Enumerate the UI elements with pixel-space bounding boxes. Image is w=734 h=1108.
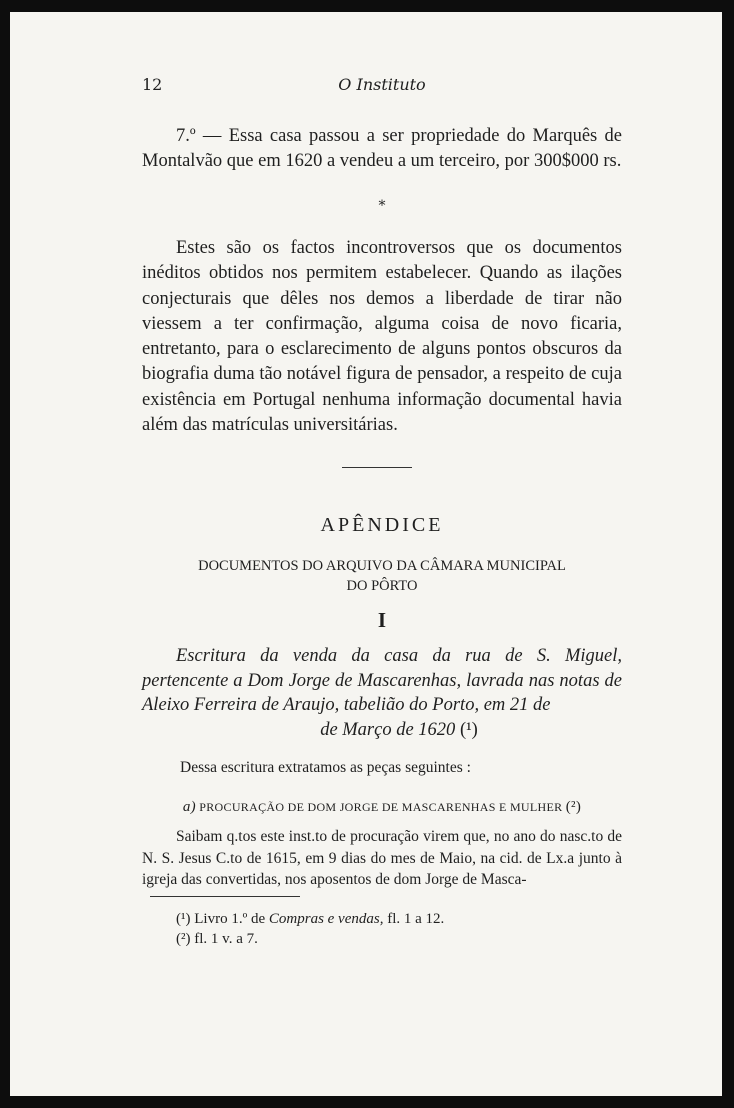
divider-rule xyxy=(342,467,412,468)
appendix-subheading xyxy=(142,556,622,596)
paragraph-facts: Estes são os factos incontroversos que os documentos inéditos obtidos nos permitem estabelecer. Quando as ilações conjecturais que dêles nos demos a liberdade de tirar não viessem a ter confirmação, alguma coisa de novo ficaria, entretanto, para o esclarecimento de alguns pontos obscuros da biografia duma tão notável figura de pensador, a respeito de cuja existência em Portugal nenhuma informação documental havia além das matrículas universitárias. xyxy=(142,238,622,436)
footnote-1-text-after: fl. 1 a 12. xyxy=(387,911,445,927)
paragraph-7: 7.º — Essa casa passou a ser propriedade do Marquês de Montalvão que em 1620 a vendeu a um terceiro, por 300$000 rs. xyxy=(142,126,622,172)
item-heading xyxy=(142,799,622,816)
journal-title: O Instituto xyxy=(338,75,426,94)
footnote-2 xyxy=(176,931,258,948)
deed-title-note-ref: (¹) xyxy=(459,719,478,740)
deed-title-last-line xyxy=(142,718,622,743)
page-number: 12 xyxy=(142,75,163,94)
footnote-1-text-before: Livro 1.º de xyxy=(194,911,266,927)
footnote-1-text-italic: Compras e vendas, xyxy=(268,911,384,927)
footnote-1-mark: (¹) xyxy=(176,911,191,927)
deed-title xyxy=(142,644,622,742)
document-page xyxy=(10,12,722,1096)
section-separator: * xyxy=(378,198,386,214)
footnote-1 xyxy=(176,911,444,928)
item-title: PROCURAÇÃO DE DOM JORGE DE MASCARENHAS E MULHER xyxy=(199,800,563,814)
item-letter: a) xyxy=(182,799,196,815)
subheading-line-1: DOCUMENTOS DO ARQUIVO DA CÂMARA MUNICIPAL xyxy=(198,558,566,574)
footnote-rule xyxy=(150,896,300,897)
deed-title-text: Escritura da venda da casa da rua de S. Miguel, pertencente a Dom Jorge de Mascarenhas, lavrada nas notas de Aleixo Ferreira de Araujo, tabelião do Porto, em 21 de xyxy=(142,646,622,715)
item-note-ref: (²) xyxy=(565,799,582,815)
footnote-2-mark: (²) xyxy=(176,931,191,947)
footnote-2-text: fl. 1 v. a 7. xyxy=(194,931,258,947)
extract-intro: Dessa escritura extratamos as peças seguintes : xyxy=(180,759,471,776)
section-number: I xyxy=(377,608,387,632)
deed-title-date: de Março de 1620 xyxy=(320,719,456,740)
transcription-text: Saibam q.tos este inst.to de procuração virem que, no ano do nasc.to de N. S. Jesus C.to de 1615, em 9 dias do mes de Maio, na cid. de Lx.a junto à igreja das convertidas, nos aposentos de dom Jorge de Masca- xyxy=(142,828,622,888)
appendix-heading: APÊNDICE xyxy=(320,514,444,536)
subheading-line-2: DO PÔRTO xyxy=(346,578,418,594)
